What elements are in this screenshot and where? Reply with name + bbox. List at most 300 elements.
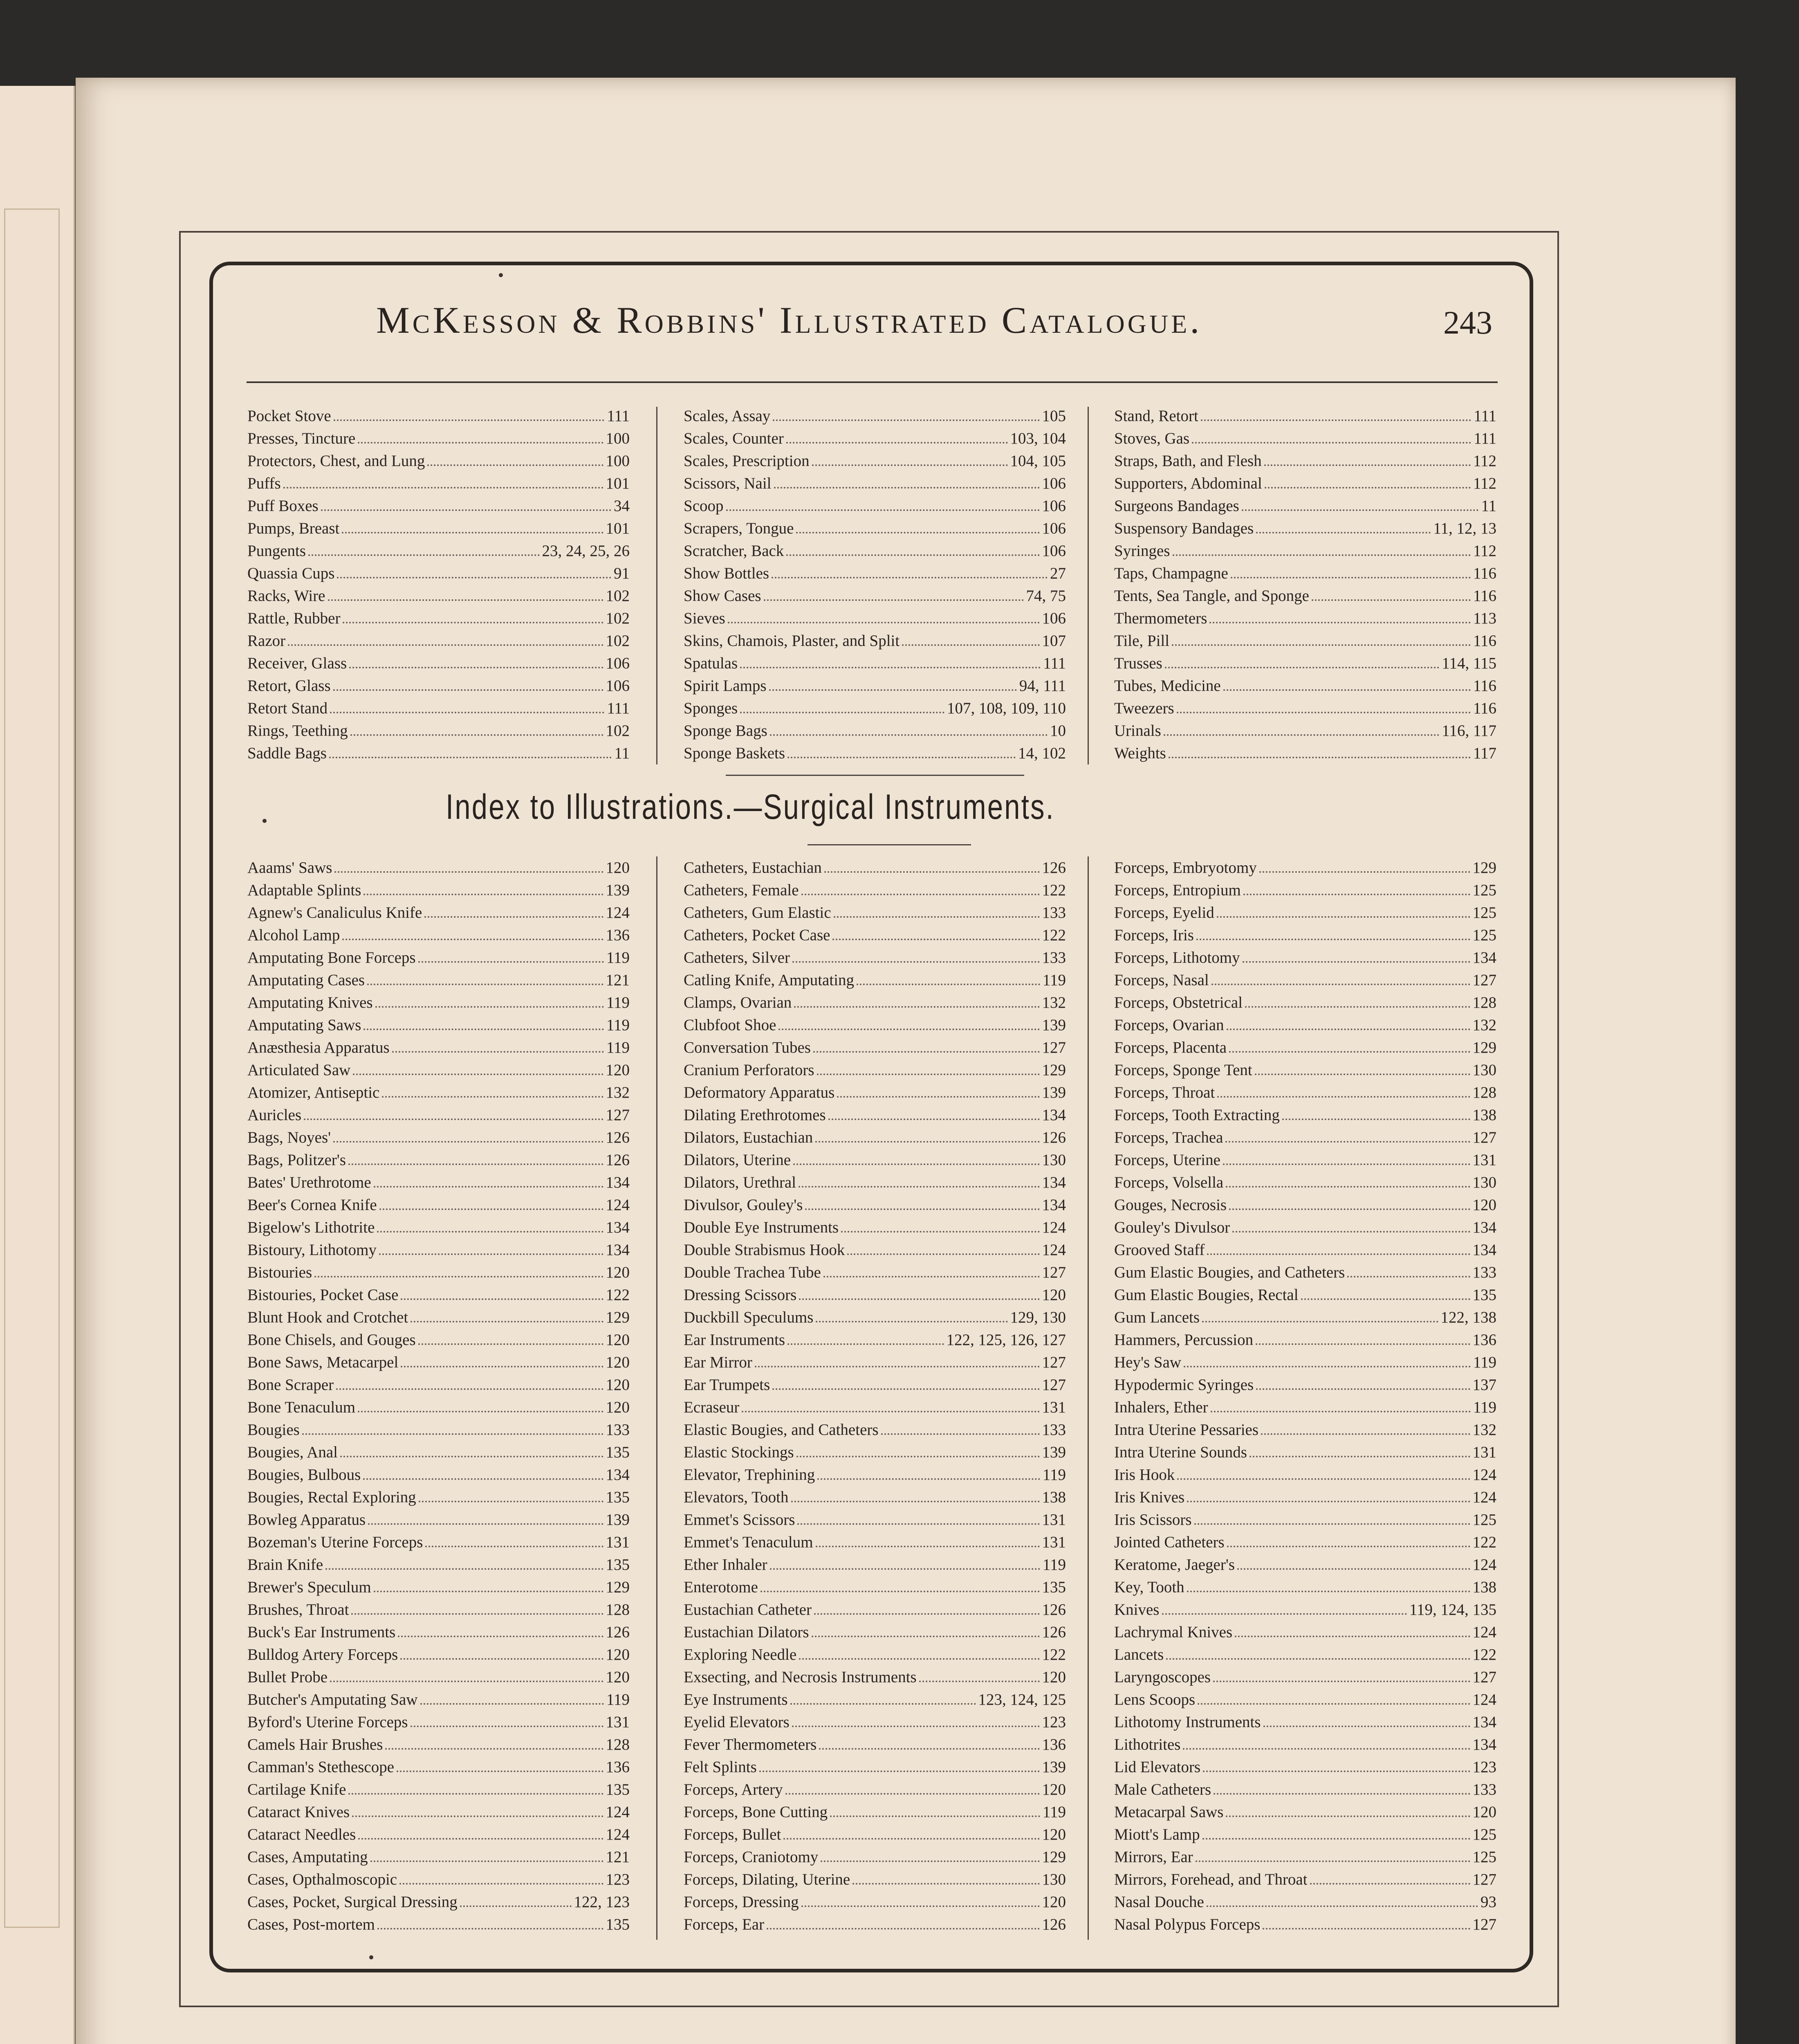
- entry-pages: 116: [1473, 677, 1496, 695]
- dot-leader: [1242, 509, 1479, 511]
- entry-pages: 123: [1042, 1713, 1066, 1731]
- entry-pages: 124: [1472, 1466, 1496, 1484]
- index-entry: [1114, 607, 1496, 630]
- entry-name: Lid Elevators: [1114, 1758, 1201, 1776]
- index-entry: [684, 450, 1066, 472]
- dot-leader: [1217, 916, 1470, 918]
- entry-pages: 123, 124, 125: [978, 1691, 1066, 1708]
- dot-leader: [1214, 1793, 1470, 1795]
- entry-name: Thermometers: [1114, 610, 1207, 627]
- entry-pages: 119: [606, 1016, 630, 1034]
- dot-leader: [1265, 487, 1471, 489]
- dot-leader: [363, 1478, 603, 1480]
- entry-name: Bates' Urethrotome: [247, 1174, 371, 1191]
- entry-pages: 134: [606, 1241, 630, 1259]
- entry-name: Exsecting, and Necrosis Instruments: [684, 1668, 917, 1686]
- dot-leader: [740, 667, 1041, 668]
- index-entry: [1114, 1351, 1496, 1374]
- page-header-title: McKesson & Robbins' Illustrated Catalogue.: [376, 299, 1202, 341]
- entry-pages: 139: [1042, 1758, 1066, 1776]
- entry-name: Forceps, Entropium: [1114, 881, 1241, 899]
- index-entry: [247, 1239, 630, 1261]
- entry-name: Forceps, Embryotomy: [1114, 859, 1257, 876]
- index-entry: [247, 1351, 630, 1374]
- entry-pages: 129: [1472, 1039, 1496, 1056]
- dot-leader: [348, 1163, 603, 1165]
- index-entry: [1114, 1036, 1496, 1059]
- entry-pages: 120: [1042, 1781, 1066, 1798]
- entry-name: Byford's Uterine Forceps: [247, 1713, 408, 1731]
- dot-leader: [1243, 961, 1470, 963]
- entry-pages: 121: [606, 971, 630, 989]
- dot-leader: [1187, 1591, 1470, 1592]
- entry-pages: 136: [606, 926, 630, 944]
- dot-leader: [1232, 1231, 1470, 1233]
- index-entry: [1114, 1778, 1496, 1801]
- entry-pages: 124: [1472, 1556, 1496, 1573]
- index-entry: [684, 652, 1066, 675]
- dot-leader: [1227, 1029, 1470, 1030]
- index-entry: [1114, 1891, 1496, 1913]
- index-entry: [247, 1441, 630, 1464]
- entry-name: Gouges, Necrosis: [1114, 1196, 1227, 1214]
- entry-pages: 122: [1472, 1533, 1496, 1551]
- dot-leader: [1235, 1636, 1470, 1637]
- index-entry: [247, 856, 630, 879]
- entry-name: Eyelid Elevators: [684, 1713, 790, 1731]
- entry-pages: 100: [606, 430, 630, 447]
- entry-name: Skins, Chamois, Plaster, and Split: [684, 632, 900, 650]
- dot-leader: [769, 689, 1017, 691]
- index-entry: [247, 562, 630, 585]
- entry-pages: 111: [1474, 430, 1496, 447]
- dot-leader: [783, 1838, 1039, 1840]
- dot-leader: [830, 1815, 1040, 1817]
- entry-pages: 130: [1472, 1061, 1496, 1079]
- entry-pages: 127: [1042, 1264, 1066, 1281]
- dot-leader: [792, 1726, 1040, 1727]
- index-entry: [247, 697, 630, 719]
- dot-leader: [1164, 734, 1440, 736]
- index-entry: [247, 1104, 630, 1126]
- index-entry: [684, 1036, 1066, 1059]
- dot-leader: [816, 1321, 1007, 1322]
- index-entry: [684, 1508, 1066, 1531]
- dot-leader: [728, 622, 1040, 623]
- index-entry: [247, 1756, 630, 1778]
- entry-name: Enterotome: [684, 1578, 758, 1596]
- entry-name: Forceps, Uterine: [1114, 1151, 1220, 1169]
- entry-name: Dressing Scissors: [684, 1286, 797, 1304]
- entry-pages: 119: [606, 1039, 630, 1056]
- entry-name: Taps, Champagne: [1114, 565, 1228, 582]
- index-entry: [247, 1261, 630, 1284]
- entry-name: Brushes, Throat: [247, 1601, 349, 1618]
- entry-name: Double Eye Instruments: [684, 1219, 839, 1236]
- entry-name: Jointed Catheters: [1114, 1533, 1225, 1551]
- entry-pages: 122: [606, 1286, 630, 1304]
- entry-name: Razor: [247, 632, 286, 650]
- index-entry: [1114, 1464, 1496, 1486]
- dot-leader: [1263, 1928, 1470, 1930]
- dot-leader: [427, 464, 603, 466]
- index-entry: [684, 924, 1066, 946]
- dot-leader: [1226, 1815, 1470, 1817]
- entry-name: Supporters, Abdominal: [1114, 475, 1262, 492]
- entry-name: Bistouries, Pocket Case: [247, 1286, 399, 1304]
- index-entry: [1114, 585, 1496, 607]
- entry-name: Auricles: [247, 1106, 302, 1124]
- entry-pages: 116: [1473, 632, 1496, 650]
- entry-name: Gum Lancets: [1114, 1309, 1200, 1326]
- entry-pages: 124: [1472, 1623, 1496, 1641]
- dot-leader: [340, 1456, 603, 1457]
- entry-name: Elevator, Trephining: [684, 1466, 815, 1484]
- dot-leader: [796, 532, 1039, 533]
- entry-pages: 129: [1042, 1848, 1066, 1866]
- entry-pages: 126: [606, 1623, 630, 1641]
- entry-pages: 127: [1472, 971, 1496, 989]
- index-entry: [1114, 1823, 1496, 1846]
- dot-leader: [425, 1546, 603, 1547]
- entry-name: Keratome, Jaeger's: [1114, 1556, 1235, 1573]
- index-column: [684, 405, 1066, 764]
- entry-name: Emmet's Tenaculum: [684, 1533, 813, 1551]
- index-entry: [247, 1216, 630, 1239]
- entry-pages: 122, 138: [1440, 1309, 1496, 1326]
- entry-name: Presses, Tincture: [247, 430, 356, 447]
- index-entry: [247, 1666, 630, 1688]
- index-entry: [1114, 697, 1496, 719]
- dot-leader: [801, 894, 1040, 895]
- entry-name: Forceps, Sponge Tent: [1114, 1061, 1252, 1079]
- entry-name: Sponges: [684, 699, 738, 717]
- entry-pages: 101: [606, 520, 630, 537]
- entry-pages: 94, 111: [1019, 677, 1066, 695]
- entry-name: Cartilage Knife: [247, 1781, 346, 1798]
- entry-name: Lancets: [1114, 1646, 1164, 1663]
- index-entry: [684, 1194, 1066, 1216]
- entry-name: Forceps, Volsella: [1114, 1174, 1224, 1191]
- index-entry: [247, 652, 630, 675]
- dot-leader: [374, 1186, 603, 1188]
- entry-pages: 34: [614, 497, 630, 515]
- entry-pages: 113: [1473, 610, 1496, 627]
- index-entry: [1114, 1081, 1496, 1104]
- entry-name: Bone Scraper: [247, 1376, 334, 1394]
- index-entry: [684, 1171, 1066, 1194]
- index-entry: [1114, 1553, 1496, 1576]
- index-entry: [247, 1621, 630, 1643]
- index-entry: [1114, 1688, 1496, 1711]
- entry-pages: 134: [606, 1219, 630, 1236]
- entry-name: Suspensory Bandages: [1114, 520, 1254, 537]
- index-entry: [684, 1598, 1066, 1621]
- dot-leader: [1207, 1905, 1478, 1907]
- entry-pages: 128: [1472, 994, 1496, 1011]
- dot-leader: [419, 1501, 603, 1502]
- entry-name: Ear Mirror: [684, 1354, 752, 1371]
- dot-leader: [841, 1231, 1039, 1233]
- entry-name: Cases, Pocket, Surgical Dressing: [247, 1893, 458, 1911]
- entry-pages: 116: [1473, 587, 1496, 605]
- dot-leader: [1237, 1568, 1470, 1570]
- entry-name: Hammers, Percussion: [1114, 1331, 1254, 1349]
- dot-leader: [1177, 1478, 1470, 1480]
- entry-name: Bougies, Rectal Exploring: [247, 1488, 416, 1506]
- entry-pages: 137: [1472, 1376, 1496, 1394]
- entry-pages: 139: [1042, 1016, 1066, 1034]
- entry-pages: 116, 117: [1442, 722, 1496, 740]
- entry-pages: 122: [1042, 1646, 1066, 1663]
- entry-name: Retort Stand: [247, 699, 328, 717]
- index-entry: [247, 1913, 630, 1936]
- entry-name: Show Cases: [684, 587, 761, 605]
- index-entry: [684, 1081, 1066, 1104]
- dot-leader: [816, 1546, 1040, 1547]
- entry-name: Dilators, Urethral: [684, 1174, 796, 1191]
- dot-leader: [857, 984, 1040, 985]
- index-entry: [684, 1396, 1066, 1419]
- entry-pages: 134: [606, 1174, 630, 1191]
- index-entry: [1114, 405, 1496, 427]
- entry-pages: 112: [1473, 452, 1496, 470]
- entry-pages: 111: [1474, 407, 1496, 425]
- print-speck: [262, 819, 267, 823]
- entry-pages: 11, 12, 13: [1433, 520, 1496, 537]
- index-entry: [247, 495, 630, 517]
- index-entry: [1114, 540, 1496, 562]
- dot-leader: [1196, 1860, 1470, 1862]
- entry-pages: 124: [606, 1803, 630, 1821]
- entry-pages: 119: [1473, 1399, 1496, 1416]
- entry-name: Spirit Lamps: [684, 677, 767, 695]
- dot-leader: [767, 1928, 1039, 1930]
- dot-leader: [1312, 599, 1471, 601]
- dot-leader: [1227, 1546, 1470, 1547]
- dot-leader: [302, 1433, 603, 1435]
- entry-name: Receiver, Glass: [247, 654, 347, 672]
- entry-pages: 120: [606, 1264, 630, 1281]
- dot-leader: [377, 1928, 603, 1930]
- index-entry: [684, 879, 1066, 901]
- entry-name: Protectors, Chest, and Lung: [247, 452, 425, 470]
- entry-name: Ecraseur: [684, 1399, 740, 1416]
- entry-pages: 136: [606, 1758, 630, 1776]
- entry-name: Beer's Cornea Knife: [247, 1196, 377, 1214]
- entry-name: Racks, Wire: [247, 587, 325, 605]
- entry-pages: 134: [1472, 1219, 1496, 1236]
- entry-pages: 126: [1042, 1623, 1066, 1641]
- dot-leader: [837, 1096, 1039, 1098]
- index-entry: [684, 472, 1066, 495]
- entry-name: Bullet Probe: [247, 1668, 328, 1686]
- entry-name: Surgeons Bandages: [1114, 497, 1239, 515]
- entry-name: Forceps, Ovarian: [1114, 1016, 1224, 1034]
- dot-leader: [343, 622, 603, 623]
- index-entry: [247, 1419, 630, 1441]
- entry-pages: 106: [1042, 497, 1066, 515]
- dot-leader: [401, 1366, 603, 1367]
- entry-pages: 125: [1472, 904, 1496, 921]
- entry-pages: 111: [607, 699, 630, 717]
- entry-pages: 122: [1042, 926, 1066, 944]
- entry-name: Cases, Opthalmoscopic: [247, 1871, 397, 1888]
- entry-pages: 133: [1472, 1264, 1496, 1281]
- entry-name: Trusses: [1114, 654, 1162, 672]
- dot-leader: [1213, 1681, 1470, 1682]
- dot-leader: [786, 554, 1039, 556]
- entry-name: Bags, Politzer's: [247, 1151, 346, 1169]
- index-entry: [684, 1621, 1066, 1643]
- dot-leader: [367, 984, 603, 985]
- dot-leader: [1255, 1074, 1470, 1075]
- entry-pages: 126: [1042, 1129, 1066, 1146]
- entry-name: Gum Elastic Bougies, and Catheters: [1114, 1264, 1345, 1281]
- dot-leader: [342, 532, 603, 533]
- index-entry: [247, 1171, 630, 1194]
- dot-leader: [793, 1163, 1039, 1165]
- index-entry: [247, 1801, 630, 1823]
- index-entry: [1114, 856, 1496, 879]
- entry-pages: 121: [606, 1848, 630, 1866]
- index-entry: [1114, 562, 1496, 585]
- dot-leader: [460, 1905, 572, 1907]
- index-entry: [1114, 946, 1496, 969]
- entry-pages: 122: [1042, 881, 1066, 899]
- entry-name: Stand, Retort: [1114, 407, 1198, 425]
- entry-pages: 10: [1050, 722, 1066, 740]
- dot-leader: [772, 577, 1048, 578]
- index-entry: [684, 1846, 1066, 1868]
- entry-name: Double Trachea Tube: [684, 1264, 821, 1281]
- index-entry: [247, 1711, 630, 1733]
- index-entry: [1114, 1104, 1496, 1126]
- dot-leader: [1184, 1366, 1471, 1367]
- column-divider: [1088, 407, 1089, 764]
- entry-name: Exploring Needle: [684, 1646, 797, 1663]
- index-entry: [684, 1374, 1066, 1396]
- entry-pages: 102: [606, 632, 630, 650]
- dot-leader: [401, 1298, 603, 1300]
- entry-name: Forceps, Lithotomy: [1114, 949, 1240, 966]
- index-entry: [247, 427, 630, 450]
- entry-pages: 125: [1472, 881, 1496, 899]
- dot-leader: [1202, 1321, 1438, 1322]
- index-entry: [1114, 1441, 1496, 1464]
- dot-leader: [349, 667, 603, 668]
- index-entry: [1114, 1531, 1496, 1553]
- index-column: [1114, 405, 1496, 764]
- index-entry: [684, 991, 1066, 1014]
- entry-pages: 134: [1472, 1713, 1496, 1731]
- index-entry: [1114, 652, 1496, 675]
- dot-leader: [1177, 712, 1471, 713]
- index-entry: [247, 1823, 630, 1846]
- entry-pages: 74, 75: [1026, 587, 1066, 605]
- dot-leader: [329, 757, 612, 758]
- index-entry: [247, 1486, 630, 1508]
- dot-leader: [786, 442, 1008, 444]
- dot-leader: [1172, 644, 1471, 646]
- entry-name: Pocket Stove: [247, 407, 331, 425]
- entry-pages: 126: [1042, 859, 1066, 876]
- entry-name: Forceps, Bullet: [684, 1826, 781, 1843]
- index-entry: [247, 1688, 630, 1711]
- entry-name: Bozeman's Uterine Forceps: [247, 1533, 423, 1551]
- index-entry: [247, 472, 630, 495]
- entry-pages: 104, 105: [1010, 452, 1066, 470]
- dot-leader: [1229, 1051, 1470, 1053]
- index-entry: [1114, 969, 1496, 991]
- entry-name: Catheters, Pocket Case: [684, 926, 830, 944]
- entry-pages: 105: [1042, 407, 1066, 425]
- dot-leader: [1226, 1186, 1470, 1188]
- entry-pages: 128: [1472, 1084, 1496, 1101]
- dot-leader: [819, 1748, 1039, 1750]
- dot-leader: [418, 961, 604, 963]
- entry-name: Catling Knife, Amputating: [684, 971, 855, 989]
- entry-pages: 135: [1472, 1286, 1496, 1304]
- dot-leader: [330, 712, 604, 713]
- index-entry: [684, 1711, 1066, 1733]
- entry-pages: 127: [1042, 1354, 1066, 1371]
- entry-name: Iris Scissors: [1114, 1511, 1192, 1529]
- index-entry: [1114, 1508, 1496, 1531]
- entry-name: Tile, Pill: [1114, 632, 1170, 650]
- dot-leader: [1211, 1411, 1471, 1412]
- index-entry: [247, 1194, 630, 1216]
- entry-pages: 124: [1042, 1219, 1066, 1236]
- index-entry: [1114, 1284, 1496, 1306]
- index-entry: [1114, 1643, 1496, 1666]
- dot-leader: [1192, 442, 1471, 444]
- entry-name: Lachrymal Knives: [1114, 1623, 1233, 1641]
- entry-pages: 117: [1473, 744, 1496, 762]
- entry-pages: 120: [606, 1668, 630, 1686]
- dot-leader: [799, 1186, 1039, 1188]
- entry-name: Elastic Stockings: [684, 1443, 794, 1461]
- entry-pages: 120: [1472, 1803, 1496, 1821]
- dot-leader: [363, 894, 603, 895]
- dot-leader: [812, 1636, 1040, 1637]
- dot-leader: [772, 1388, 1039, 1390]
- entry-name: Bistoury, Lithotomy: [247, 1241, 377, 1259]
- dot-leader: [385, 1748, 603, 1750]
- entry-name: Forceps, Craniotomy: [684, 1848, 819, 1866]
- entry-pages: 119: [1042, 1803, 1066, 1821]
- index-entry: [247, 1891, 630, 1913]
- dot-leader: [304, 1118, 603, 1120]
- entry-name: Scissors, Nail: [684, 475, 772, 492]
- dot-leader: [400, 1658, 603, 1660]
- entry-name: Catheters, Female: [684, 881, 799, 899]
- dot-leader: [792, 961, 1040, 963]
- dot-leader: [358, 442, 603, 444]
- entry-pages: 133: [1042, 949, 1066, 966]
- entry-pages: 120: [1042, 1668, 1066, 1686]
- index-entry: [1114, 742, 1496, 764]
- column-divider: [1088, 856, 1089, 1940]
- entry-name: Tubes, Medicine: [1114, 677, 1221, 695]
- dot-leader: [410, 1726, 603, 1727]
- dot-leader: [1225, 1141, 1470, 1143]
- index-entry: [1114, 879, 1496, 901]
- dot-leader: [374, 1591, 603, 1592]
- entry-pages: 116: [1473, 699, 1496, 717]
- dot-leader: [1249, 1456, 1470, 1457]
- dot-leader: [1256, 1343, 1470, 1345]
